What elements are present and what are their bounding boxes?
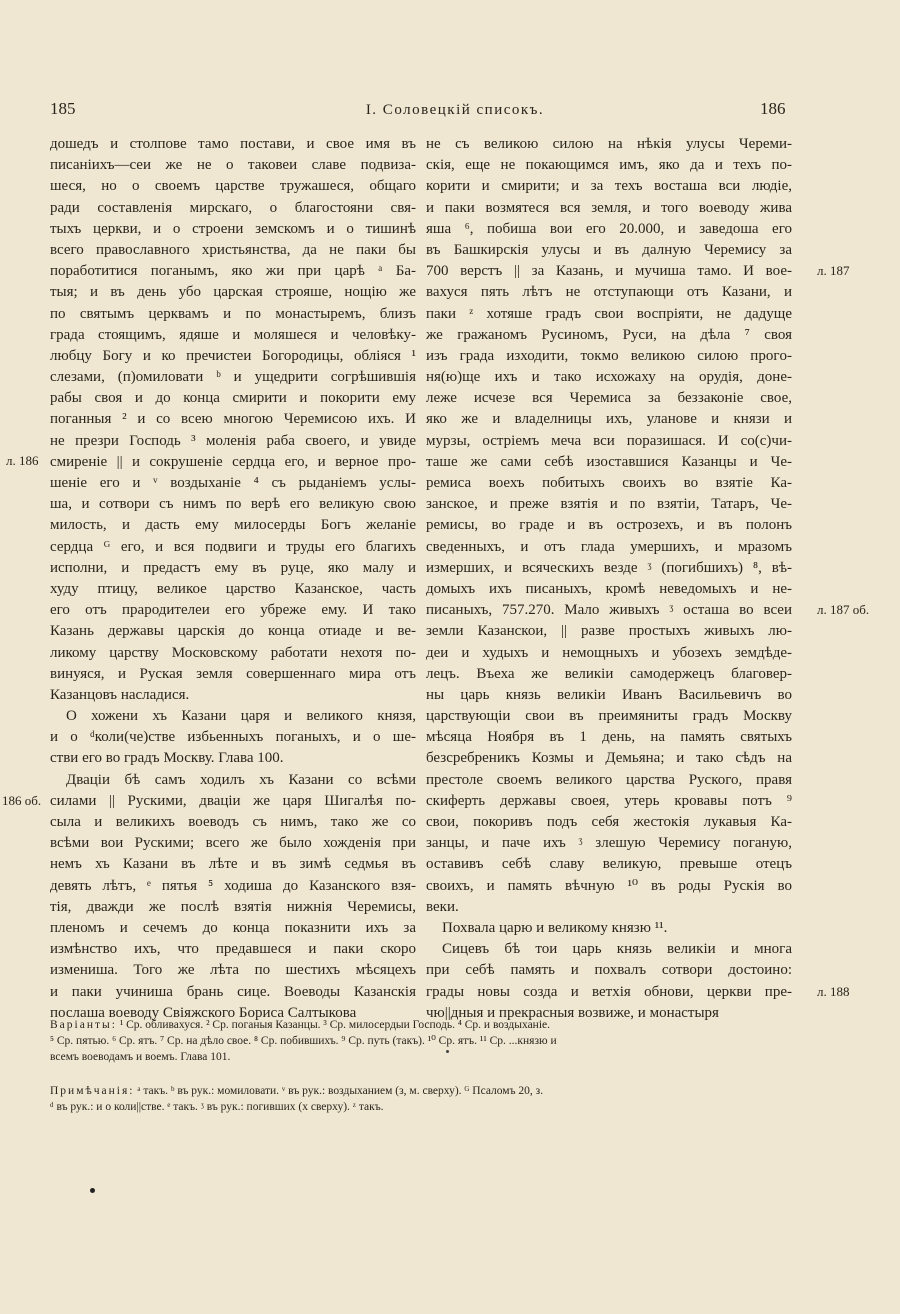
left-column-line: Казанцовъ насладися.: [50, 686, 190, 703]
right-column-line: царствующiи свои въ преимяниты градъ Москву: [426, 708, 792, 725]
left-column-line: всѣми вои Рускими; всего же было хожденiя при: [50, 835, 416, 852]
running-title: I. Соловецкiй списокъ.: [365, 102, 545, 118]
right-column-line: не съ великою силою на нѣкiя улусы Череми-: [426, 136, 792, 152]
right-column-line: ремиса воехъ побитыхъ своихъ во взятiе Ка-: [426, 475, 792, 491]
left-column-line: Двацiи бѣ самъ ходилъ хъ Казани со всѣми: [66, 771, 416, 788]
left-column-line: слезами, (п)омиловати ᵇ и ущедрити согрѣшившiя: [50, 369, 416, 386]
right-column-line: же гражаномъ Русиномъ, Руси, на дѣла ⁷ своя: [426, 326, 792, 343]
margin-note-l186: л. 186: [6, 453, 39, 468]
left-column-line: дошедъ и столпове тамо постави, и свое имя въ: [50, 136, 416, 152]
right-column-line: Похвала царю и великому князю ¹¹.: [442, 919, 668, 936]
left-column-line: тiя, дважди же послѣ взятiя нижнiя Черемисы,: [50, 898, 416, 915]
left-column-line: по святымъ церквамъ и по монастыремъ, близъ: [50, 305, 416, 322]
right-column-line: сведенныхъ, и отъ глада умершихъ, и мразомъ: [426, 538, 792, 555]
left-column-line: всего православного христьянства, да не паки бы: [50, 241, 416, 258]
ink-speck: [446, 1050, 449, 1053]
right-column-line: грады новы созда и ветхiя обнови, церкви пре-: [426, 983, 792, 1000]
left-column-line: ради составленiя мирскаго, о благостояни свя-: [50, 199, 416, 216]
left-column-line: смиренiе || и сокрушенiе сердца его, и верное про-: [50, 453, 416, 470]
left-column-line: ликому царству Московскому работати нехотя по-: [50, 644, 416, 661]
notes-apparatus: [50, 1083, 830, 1115]
left-column-line: милость, и дасть ему милосерды Богъ желанiе: [50, 517, 416, 534]
right-column-line: яко же и владелницы ихъ, уланове и князи и: [426, 411, 792, 428]
right-column-line: вахуся пять лѣтъ не отступающи отъ Казани, и: [426, 284, 792, 301]
left-column-line: послаша воеводу Свiяжского Бориса Салтыкова: [50, 1004, 357, 1021]
left-column-line: и паки учиниша брань сице. Воеводы Казанскiя: [50, 983, 416, 1000]
variants-apparatus: [50, 1017, 830, 1065]
left-column-line: девять лѣтъ, ᵉ пятья ⁵ ходиша до Казанского взя-: [50, 877, 416, 894]
left-column-line: измѣнство ихъ, что предавшеся и паки скоро: [50, 941, 416, 958]
right-column-line: мѣсяца Ноября въ 1 день, на память святыхъ: [426, 729, 792, 746]
right-column-line: писаныхъ, 757.270. Мало живыхъ ᶾ осташа во всеи: [426, 602, 792, 619]
right-column-line: чю||дныя и прекрасныя возвиже, и монастыря: [426, 1004, 719, 1021]
notes-label: Примѣчанiя:: [50, 1085, 135, 1097]
left-column-line: силами || Рускими, двацiи же царя Шигалѣя по-: [50, 792, 416, 809]
right-column-line: таше же сами себѣ изоставшися Казанцы и Че-: [426, 453, 792, 470]
right-column-line: ня(ю)ще ихъ и тако исхожаху на орудiя, доне-: [426, 369, 792, 386]
notes-line-1: ᵃ такъ. ᵇ въ рук.: момиловати. ᵛ въ рук.: воздыханием (з, м. сверху). ᴳ Псаломъ 20, з.: [137, 1085, 544, 1097]
right-column-line: при себѣ память и похвалъ сотвори достоино:: [426, 962, 792, 979]
right-column-line: безсребреникъ Козмы и Демьяна; и тако сѣдъ на: [426, 750, 792, 767]
right-column-line: 700 верстъ || за Казань, и мучиша тамо. И вое-: [426, 263, 792, 280]
notes-line-2: ᵈ въ рук.: и о коли||стве. ᵉ такъ. ᶾ въ рук.: погивших (х сверху). ᶻ такъ.: [50, 1101, 384, 1113]
right-column-line: свои, покоривъ подъ себя жестокiя лукавыя Ка-: [426, 814, 792, 830]
left-column-line: измениша. Того же лѣта по шестихъ мѣсяцехъ: [50, 962, 416, 979]
variants-line-3: всемъ воеводамъ и воемъ. Глава 101.: [50, 1051, 231, 1063]
margin-note-l187: л. 187: [817, 263, 850, 278]
right-column-line: мурзы, острiемъ меча вси поразишася. И со(с)чи-: [426, 432, 792, 449]
left-column-line: рабы своя и до конца смирити и покорити ему: [50, 390, 416, 407]
left-column-line: и о ᵈколи(че)стве избьенныхъ поганыхъ, и о ше-: [50, 729, 416, 746]
right-column-line: лецъ. Въеха же великiи самодержецъ благовер-: [426, 665, 792, 682]
left-column-line: сердца ᴳ его, и вся подвиги и труды его благихъ: [50, 538, 416, 555]
left-column-line: Казань державы царскiя до конца отиаде и ве-: [50, 623, 416, 640]
left-column-line: шеся, но о своемъ царстве тружашеся, общаго: [50, 178, 416, 195]
variants-line-1: ¹ Ср. обливахуся. ² Ср. поганыя Казанцы. ³ Ср. милосердыи Господь. ⁴ Ср. и воздыханiе.: [119, 1019, 551, 1031]
variants-label: Варiанты:: [50, 1019, 117, 1031]
left-column-line: тыхъ церкви, и о строени земскомъ и о тишинѣ: [50, 220, 416, 237]
left-column-line: худу птицу, великое царство Казанское, часть: [50, 580, 416, 597]
left-column-line: О хожени хъ Казани царя и великого князя,: [66, 708, 416, 725]
variants-line-2: ⁵ Ср. пятью. ⁶ Ср. ятъ. ⁷ Ср. на дѣло свое. ⁸ Ср. побившихъ. ⁹ Ср. путь (такъ). ¹⁰ Ср. ятъ. ¹¹ Ср. ...князю и: [50, 1035, 557, 1047]
left-column-line: винуяся, и Руская земля совершеннаго мира отъ: [50, 665, 416, 682]
right-column-line: леже исчезе вся Черемиса за беззаконiе свое,: [426, 390, 792, 407]
left-column-line: града стоящимъ, ядяше и моляшеся и человѣку-: [50, 326, 416, 343]
right-column-line: скиферть державы своея, утерь кровавы потъ ⁹: [426, 792, 792, 809]
left-text-column: [50, 134, 416, 1024]
right-column-line: своихъ, и память вѣчную ¹⁰ въ роды Рускiя во: [426, 877, 792, 894]
left-column-line: ша, и сотвори съ нимъ по верѣ его великую свою: [50, 496, 416, 513]
right-column-line: ремисы, во граде и въ острозехъ, и въ полонъ: [426, 517, 792, 534]
left-column-line: шенiе его и ᵛ воздыханiе ⁴ съ рыданiемъ услы-: [50, 475, 416, 491]
left-column-line: писанiихъ—сеи же не о таковеи славе подвиза-: [50, 157, 416, 174]
ink-dot: [90, 1188, 95, 1193]
page-number-left: 185: [50, 99, 76, 118]
right-column-line: въ Башкирскiя улусы и въ далную Черемису за: [426, 241, 792, 258]
right-column-line: веки.: [426, 898, 459, 915]
margin-note-l188: л. 188: [817, 984, 850, 999]
left-column-line: исполни, и предастъ ему въ руце, яко малу и: [50, 559, 416, 576]
right-column-line: Сицевъ бѣ тои царь князь великiи и многа: [442, 941, 792, 958]
right-column-line: и паки возмятеся вся земля, и того воеводу жива: [426, 199, 792, 216]
right-column-line: изъ града изходити, токмо великою силою прогo-: [426, 347, 792, 364]
page-number-right: 186: [760, 99, 786, 118]
right-column-line: паки ᶻ хотяше градъ свои воспрiяти, не дадуще: [426, 305, 792, 322]
right-text-column: [426, 134, 792, 1024]
left-column-line: его отъ прародителеи его убреже ему. И тако: [50, 602, 416, 619]
right-column-line: занцы, и паче ихъ ᶾ злешую Черемису поганую,: [426, 835, 792, 852]
right-column-line: домыхъ ихъ писаныхъ, кромѣ неведомыхъ и не-: [426, 580, 792, 597]
right-column-line: ны царь князь великiи Иванъ Васильевичъ во: [426, 686, 792, 703]
right-column-line: занское, и преже взятiя и по взятiи, Татаръ, Че-: [426, 496, 792, 513]
left-column-line: не презри Господь ³ моленiя раба своего, и увиде: [50, 432, 416, 449]
left-column-line: любцу Богу и ко пречистеи Богородицы, облiяся ¹: [50, 347, 416, 364]
left-column-line: пленомъ и сечемъ до конца показнити ихъ за: [50, 919, 416, 936]
right-column-line: престоле своемъ великого царства Руского, правя: [426, 771, 792, 788]
left-column-line: немъ хъ Казани въ лѣте и въ зимѣ седмья въ: [50, 856, 416, 873]
right-column-line: деи и худыхъ и немощныхъ и убозехъ земдѣде-: [426, 644, 792, 661]
right-column-line: измерших, и всяческихъ везде ᶾ (погибшихъ) ⁸, вѣ-: [426, 559, 792, 576]
left-column-line: тыя; и въ день убо царская строяше, нощiю же: [50, 284, 416, 301]
left-column-line: поганныя ² и со всею многою Черемисою ихъ. И: [50, 411, 416, 428]
right-column-line: скiя, еще не покающимся имъ, яко да и техъ по-: [426, 157, 792, 174]
left-column-line: поработитися поганымъ, яко жи при царѣ ᵃ Ба-: [50, 263, 416, 280]
left-column-line: стви его во градъ Москву. Глава 100.: [50, 750, 284, 767]
right-column-line: земли Казанскои, || разве простыхъ живыхъ лю-: [426, 623, 792, 640]
left-column-line: сыла и великихъ воеводъ съ нимъ, тако же со: [50, 814, 416, 830]
margin-note-l186ob: 186 об.: [2, 793, 42, 808]
margin-note-l187ob: л. 187 об.: [817, 602, 870, 617]
right-column-line: яша ⁶, побиша вои его 20.000, и заведоша его: [426, 220, 792, 237]
right-column-line: корити и смирити; и за техъ восташа вси людiе,: [426, 178, 792, 195]
right-column-line: оставивъ себѣ славу великую, превыше отецъ: [426, 856, 792, 873]
